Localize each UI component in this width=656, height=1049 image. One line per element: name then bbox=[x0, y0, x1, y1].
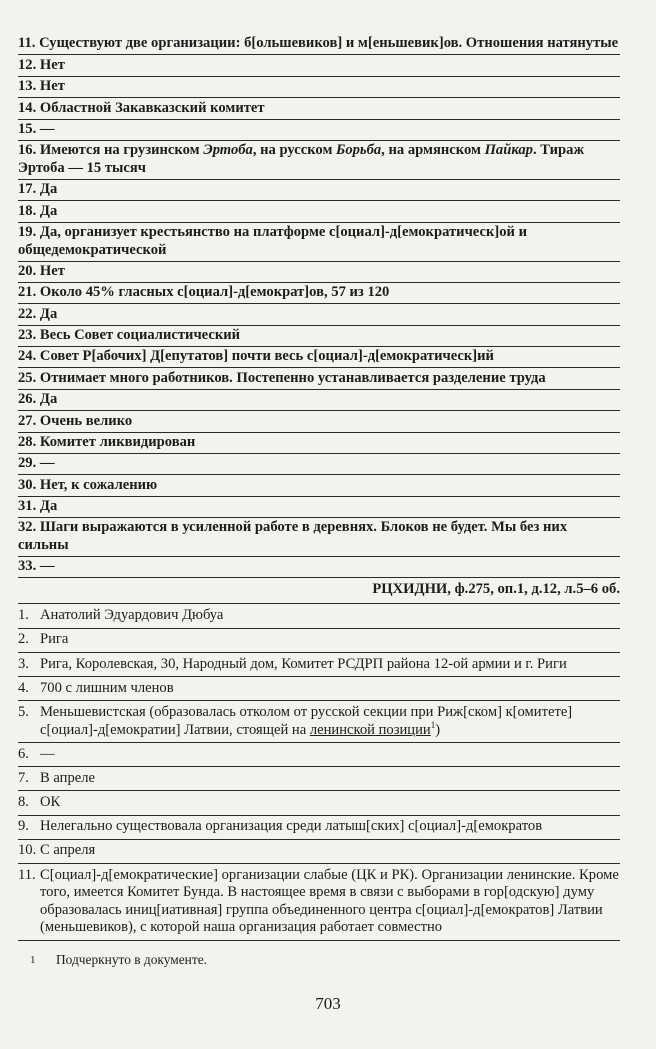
underlined-phrase: ленинской позиции bbox=[309, 721, 431, 738]
answer-b-9: 9. Нелегально существовала организация среди латыш[ских] с[оциал]-д[емократов bbox=[18, 816, 620, 840]
answer-b-11: 11. С[оциал]-д[емократические] организации слабые (ЦК и РК). Организации ленинские. Кроме того, имеется Комитет Бунда. В настоящее время в связи с выборами в гор[одскую] думу образовалась иниц[иативная] группа объединенного центра с[оциал]-д[емократов] Латвии (меньшевиков), с которой наша организация работает совместно bbox=[18, 864, 620, 941]
answer-32: 32. Шаги выражаются в усиленной работе в деревнях. Блоков не будет. Мы без них сильны bbox=[18, 518, 620, 557]
answer-18: 18. Да bbox=[18, 201, 620, 222]
answer-b-3: 3. Рига, Королевская, 30, Народный дом, Комитет РСДРП района 12-ой армии и г. Риги bbox=[18, 653, 620, 677]
answer-27: 27. Очень велико bbox=[18, 411, 620, 432]
answer-12: 12. Нет bbox=[18, 55, 620, 76]
answer-b-1: 1. Анатолий Эдуардович Дюбуа bbox=[18, 604, 620, 628]
page-number: 703 bbox=[315, 994, 341, 1013]
answer-b-6: 6. — bbox=[18, 743, 620, 767]
answer-21: 21. Около 45% гласных с[оциал]-д[емократ]ов, 57 из 120 bbox=[18, 283, 620, 304]
answer-b-8: 8. ОК bbox=[18, 791, 620, 815]
answer-b-10: 10. С апреля bbox=[18, 840, 620, 864]
answer-20: 20. Нет bbox=[18, 262, 620, 283]
answer-29: 29. — bbox=[18, 454, 620, 475]
answer-b-7: 7. В апреле bbox=[18, 767, 620, 791]
footnote-number: 1 bbox=[30, 954, 36, 966]
answer-16: 16. Имеются на грузинском Эртоба, на русском Борьба, на армянском Пайкар. Тираж Эртоба — 15 тысяч bbox=[18, 141, 620, 180]
answer-15: 15. — bbox=[18, 120, 620, 141]
answers-section bbox=[18, 34, 620, 941]
answer-17: 17. Да bbox=[18, 180, 620, 201]
answer-14: 14. Областной Закавказский комитет bbox=[18, 98, 620, 119]
answer-28: 28. Комитет ликвидирован bbox=[18, 433, 620, 454]
answer-b-5: 5. Меньшевистская (образовалась отколом от русской секции при Риж[ском] к[омитете] с[оциал]-д[емократии] Латвии, стоящей на ленинской позиции$^1$) bbox=[18, 701, 620, 743]
answer-23: 23. Весь Совет социалистический bbox=[18, 326, 620, 347]
answer-b-2: 2. Рига bbox=[18, 629, 620, 653]
footnote-text: Подчеркнуто в документе. bbox=[56, 952, 207, 967]
answer-33: 33. — bbox=[18, 557, 620, 578]
answer-31: 31. Да bbox=[18, 497, 620, 518]
answer-24: 24. Совет Р[абочих] Д[епутатов] почти весь с[оциал]-д[емократическ]ий bbox=[18, 347, 620, 368]
answer-11: 11. Существуют две организации: б[ольшевиков] и м[еньшевик]ов. Отношения натянутые bbox=[18, 34, 620, 55]
answer-19: 19. Да, организует крестьянство на платформе с[оциал]-д[емократическ]ой и общедемократической bbox=[18, 223, 620, 262]
answer-b-4: 4. 700 с лишним членов bbox=[18, 677, 620, 701]
answer-30: 30. Нет, к сожалению bbox=[18, 475, 620, 496]
answer-22: 22. Да bbox=[18, 304, 620, 325]
archive-source-reference: РЦХИДНИ, ф.275, оп.1, д.12, л.5–6 об. bbox=[18, 578, 620, 604]
footnote bbox=[30, 952, 590, 968]
answer-26: 26. Да bbox=[18, 390, 620, 411]
answer-13: 13. Нет bbox=[18, 77, 620, 98]
footnote-mark: 1 bbox=[430, 719, 436, 730]
answer-25: 25. Отнимает много работников. Постепенно устанавливается разделение труда bbox=[18, 368, 620, 389]
